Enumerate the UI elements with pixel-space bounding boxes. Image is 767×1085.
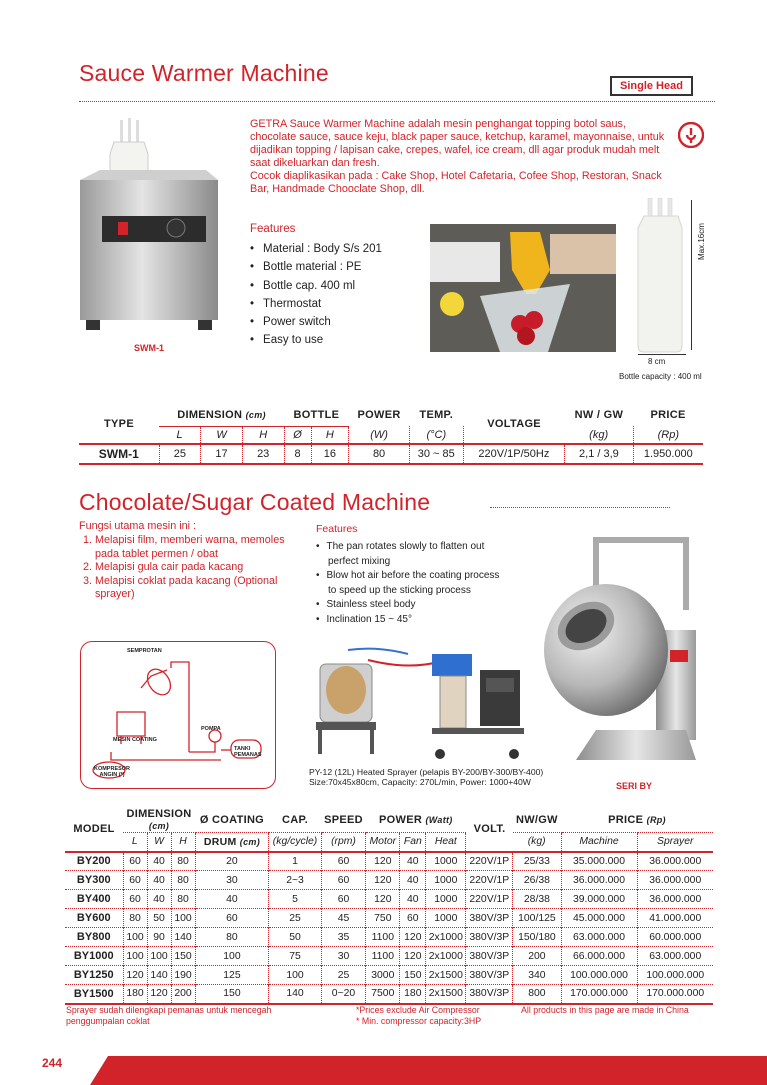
machine-caption-seri-by: SERI BY [616, 781, 653, 791]
page-number: 244 [42, 1056, 63, 1070]
table-cell: 20 [195, 852, 269, 871]
features-heading: Features [250, 223, 296, 235]
table-cell: 140 [147, 966, 171, 985]
table-cell: 140 [269, 985, 321, 1004]
table-cell: 25/33 [513, 852, 561, 871]
height-dimension-line [691, 200, 692, 350]
col-speed: SPEED [321, 808, 366, 833]
table-cell: 100 [269, 966, 321, 985]
feature-item: • Power switch [250, 313, 382, 331]
feature-item: • Blow hot air before the coating process to speed up the sticking process [316, 569, 502, 598]
table-cell: 66.000.000 [561, 947, 637, 966]
note-made-in-china: All products in this page are made in China [521, 1005, 689, 1015]
col-nwgw: NW / GW [574, 409, 624, 421]
table-cell: 100 [123, 928, 147, 947]
table-cell: 220V/1P [466, 890, 513, 909]
width-dimension-line [638, 354, 686, 355]
table-cell: 45.000.000 [561, 909, 637, 928]
table-cell: 40 [147, 852, 171, 871]
sub-nwgw: (kg) [565, 426, 634, 444]
product-description [250, 118, 665, 196]
fungsi-item: 2. Melapisi gula cair pada kacang [95, 561, 294, 575]
table-cell: 380V/3P [466, 909, 513, 928]
product-caption-swm1: SWM-1 [134, 343, 164, 353]
title-divider [79, 101, 715, 102]
col-cap: CAP. [269, 808, 321, 833]
col-temp: TEMP. [419, 409, 454, 421]
table-cell: 180 [400, 985, 426, 1004]
table-cell: 120 [366, 871, 400, 890]
feature-item: • Material : Body S/s 201 [250, 240, 382, 258]
table-cell: 75 [269, 947, 321, 966]
table-cell: 170.000.000 [646, 988, 705, 1000]
table-cell: 0~20 [321, 985, 366, 1004]
table-cell: 60 [321, 871, 366, 890]
table-cell: 30 [195, 871, 269, 890]
table-cell: 150 [195, 985, 269, 1004]
bottle-image [636, 198, 686, 356]
sub-bottle-h: H [311, 426, 349, 444]
feature-item: • Inclination 15 ~ 45° [316, 613, 502, 628]
table-cell: 41.000.000 [649, 912, 702, 924]
table-cell: 120 [366, 890, 400, 909]
table-cell: 800 [513, 985, 561, 1004]
feature-item: • Bottle cap. 400 ml [250, 277, 382, 295]
table-cell: 25 [321, 966, 366, 985]
plug-icon [678, 122, 704, 148]
model-cell: BY1250 [65, 966, 123, 985]
table-cell: 120 [366, 852, 400, 871]
col-drum: DRUM (cm) [195, 833, 269, 852]
feature-item: • The pan rotates slowly to flatten out perfect mixing [316, 540, 502, 569]
table-cell: 36.000.000 [649, 874, 702, 886]
sub-price: (Rp) [657, 428, 680, 441]
bottle-height-label: Max.16cm [697, 223, 706, 260]
table-cell: 120 [123, 966, 147, 985]
features-heading-2: Features [316, 523, 358, 535]
table-cell: 200 [171, 985, 195, 1004]
table-cell: 80 [171, 871, 195, 890]
table-row [65, 966, 713, 985]
model-cell: BY600 [65, 909, 123, 928]
table-cell: 40 [147, 871, 171, 890]
table-cell: 36.000.000 [561, 871, 637, 890]
table-row [65, 852, 713, 871]
fungsi-item: 1. Melapisi film, memberi warna, memoles pada tablet permen / obat [95, 534, 294, 561]
table-cell: 1000 [426, 890, 466, 909]
table-cell: 170.000.000 [561, 985, 637, 1004]
model-cell: BY1500 [65, 985, 123, 1004]
table-cell: 80 [171, 890, 195, 909]
sprayer-caption: PY-12 (12L) Heated Sprayer (pelapis BY-200/BY-300/BY-400) Size:70x45x80cm, Capacity: 270L/min, Power: 1000+40W [309, 767, 544, 787]
table-cell: 2x1500 [426, 985, 466, 1004]
sub-l: L [159, 426, 201, 444]
table-cell: 3000 [366, 966, 400, 985]
table-cell: 100 [171, 909, 195, 928]
table-cell: 36.000.000 [649, 893, 702, 905]
features-list [250, 240, 382, 350]
table-cell: 40 [147, 890, 171, 909]
usage-photo [430, 224, 616, 352]
table-cell: 100 [195, 947, 269, 966]
section-title-chocolate-coated: Chocolate/Sugar Coated Machine [79, 489, 431, 515]
table-cell: 35 [321, 928, 366, 947]
table-cell: 1000 [426, 871, 466, 890]
table-cell: 60 [195, 909, 269, 928]
table-cell: 380V/3P [466, 985, 513, 1004]
table-cell: 39.000.000 [561, 890, 637, 909]
table-cell: 1 [269, 852, 321, 871]
table-cell: 30 [321, 947, 366, 966]
table-cell: 63.000.000 [561, 928, 637, 947]
table-cell: 80 [171, 852, 195, 871]
table-cell: 380V/3P [466, 928, 513, 947]
sauce-warmer-image [78, 118, 223, 338]
table-cell: 125 [195, 966, 269, 985]
table-row [65, 947, 713, 966]
fungsi-list [79, 534, 294, 602]
table-cell: 2x1500 [426, 966, 466, 985]
note-prices: *Prices exclude Air Compressor * Min. compressor capacity:3HP [356, 1005, 482, 1026]
table-cell: 40 [400, 890, 426, 909]
table-cell: 190 [171, 966, 195, 985]
diagram-label-tank: TANKI PEMANAS [234, 746, 262, 758]
title-divider [490, 507, 670, 508]
coating-diagram [80, 641, 276, 789]
table-cell: 60 [400, 909, 426, 928]
col-type: TYPE [104, 417, 134, 430]
table-cell: 60 [123, 852, 147, 871]
col-price: PRICE [650, 409, 686, 421]
model-cell: BY200 [65, 852, 123, 871]
table-cell: 25 [269, 909, 321, 928]
table-cell: 100/125 [513, 909, 561, 928]
model-cell: BY1000 [65, 947, 123, 966]
table-cell: 40 [400, 871, 426, 890]
table-cell: 140 [171, 928, 195, 947]
fungsi-item: 3. Melapisi coklat pada kacang (Optional sprayer) [95, 575, 294, 602]
table-cell: 1000 [426, 852, 466, 871]
coating-machine-image [536, 530, 704, 780]
model-cell: BY800 [65, 928, 123, 947]
table-cell: 45 [321, 909, 366, 928]
table-cell: 200 [513, 947, 561, 966]
col-price: PRICE (Rp) [561, 808, 713, 833]
description-application: Cocok diaplikasikan pada : Cake Shop, Hotel Cafetaria, Cofee Shop, Restoran, Snack Bar, Handmade Chooclate Shop, dll. [250, 170, 662, 195]
sub-bottle-d: Ø [284, 426, 311, 444]
fungsi-heading: Fungsi utama mesin ini : [79, 520, 197, 532]
table-cell: 35.000.000 [561, 852, 637, 871]
table-cell: 340 [513, 966, 561, 985]
features-list-2 [316, 540, 502, 627]
table-row [65, 890, 713, 909]
table-cell: 1000 [426, 909, 466, 928]
sub-w: W [201, 426, 243, 444]
col-nwgw: NW/GW [513, 808, 561, 833]
table-cell: 50 [269, 928, 321, 947]
table-cell: 150 [400, 966, 426, 985]
table-cell: 80 [123, 909, 147, 928]
feature-item: • Easy to use [250, 331, 382, 349]
table-cell: 1100 [366, 947, 400, 966]
table-cell: 100 [147, 947, 171, 966]
sub-power: (W) [349, 426, 410, 444]
table-cell: 90 [147, 928, 171, 947]
table-cell: 60 [321, 890, 366, 909]
note-sprayer: Sprayer sudah dilengkapi pemanas untuk mencegah penggumpalan coklat [66, 1005, 272, 1026]
table-cell: 60 [123, 871, 147, 890]
table-cell: 220V/1P [466, 852, 513, 871]
model-cell: BY300 [65, 871, 123, 890]
col-dimension: DIMENSION (cm) [159, 404, 284, 426]
col-voltage: VOLTAGE [487, 417, 541, 430]
single-head-badge: Single Head [610, 76, 693, 96]
table-cell: 50 [147, 909, 171, 928]
table-cell: 120 [400, 928, 426, 947]
bottle-capacity-label: Bottle capacity : 400 ml [619, 372, 702, 381]
table-cell: 60.000.000 [649, 931, 702, 943]
table-cell: 2x1000 [426, 928, 466, 947]
table-cell: 150 [171, 947, 195, 966]
table-row [65, 871, 713, 890]
table-cell: 380V/3P [466, 947, 513, 966]
col-dimension: DIMENSION (cm) [123, 808, 195, 833]
table-cell: 1100 [366, 928, 400, 947]
table-cell: 7500 [366, 985, 400, 1004]
description-text: GETRA Sauce Warmer Machine adalah mesin penghangat topping botol saus, chocolate sauce, sauce keju, black paper sauce, ketchup, karamel, mayonnaise, untuk dijadikan topping / lapisan cake, crepes, wafel, ice cream, dll agar produk mudah melt saat dikeluarkan dan fresh. [250, 118, 665, 169]
model-cell: BY400 [65, 890, 123, 909]
col-coating: Ø COATING [195, 808, 269, 833]
table-row [65, 985, 713, 1004]
coating-machine-spec-table: MODEL DIMENSION (cm) Ø COATING CAP. SPEED POWER (Watt) VOLT. NW/GW PRICE (Rp) L W H DRUM (cm) (kg/cycle) (rpm) Motor Fan Heat (kg) Machine Sprayer BY200 60 40 80 20 1 60 120 40 1000 220V/1P 25/33 35.000.000 36.000.000 BY300 60 40 80 30 2~3 60 120 40 1000 220V/1P 26/38 36.000.000 36.000.000 BY400 60 40 80 40 5 60 120 40 1000 220V/1P 28/38 39.000.000 36.000.000 BY600 80 50 100 60 25 45 750 60 1000 380V/3P 100/125 45.000.000 41.000.000 BY800 100 90 140 80 50 35 1100 120 2x1000 380V/3P 150/180 63.000.000 60.000.000 BY1000 100 100 150 100 75 30 1100 120 2x1000 380V/3P 200 66.000.000 63.000.000 BY1250 120 140 190 125 100 25 3000 150 2x1500 380V/3P 340 100.000.000 100.000.000 BY1500 180 120 200 150 140 0~20 7500 180 2x1500 380V/3P 800 170.000.000 170.000.000 [65, 808, 713, 1005]
table-cell: 100.000.000 [561, 966, 637, 985]
diagram-label-pump: POMPA [201, 726, 221, 732]
table-cell: 60 [123, 890, 147, 909]
table-cell: 63.000.000 [649, 950, 702, 962]
section-title-sauce-warmer: Sauce Warmer Machine [79, 60, 329, 86]
sprayer-photo [308, 640, 530, 764]
sub-h: H [242, 426, 284, 444]
table-cell: 100.000.000 [646, 969, 705, 981]
col-volt: VOLT. [473, 823, 506, 836]
table-cell: 36.000.000 [649, 855, 702, 867]
feature-item: • Bottle material : PE [250, 258, 382, 276]
table-cell: 180 [123, 985, 147, 1004]
sauce-warmer-spec-table [79, 404, 703, 465]
table-cell: 750 [366, 909, 400, 928]
col-power: POWER [357, 409, 401, 421]
table-row: SWM-1 25 17 23 8 16 80 30 ~ 85 220V/1P/50Hz 2,1 / 3,9 1.950.000 [79, 444, 703, 464]
footer-bar [90, 1056, 767, 1085]
col-power: POWER (Watt) [366, 808, 466, 833]
col-model: MODEL [73, 823, 115, 836]
sub-temp: (°C) [409, 426, 463, 444]
table-cell: 150/180 [513, 928, 561, 947]
table-cell: 26/38 [513, 871, 561, 890]
table-cell: 120 [147, 985, 171, 1004]
diagram-label-compressor: KOMPRESOR ANGIN (*) [93, 766, 131, 778]
diagram-label-sprayer: SEMPROTAN [127, 648, 162, 654]
table-cell: 100 [123, 947, 147, 966]
table-cell: 220V/1P [466, 871, 513, 890]
table-row [65, 909, 713, 928]
table-cell: 40 [400, 852, 426, 871]
feature-item: • Stainless steel body [316, 598, 502, 613]
feature-item: • Thermostat [250, 295, 382, 313]
table-cell: 80 [195, 928, 269, 947]
bottle-width-label: 8 cm [648, 357, 666, 366]
col-bottle: BOTTLE [284, 404, 349, 426]
table-cell: 28/38 [513, 890, 561, 909]
table-cell: 5 [269, 890, 321, 909]
table-cell: 380V/3P [466, 966, 513, 985]
diagram-label-coating: MESIN COATING [113, 737, 157, 743]
table-row [65, 928, 713, 947]
table-cell: 2x1000 [426, 947, 466, 966]
table-cell: 120 [400, 947, 426, 966]
table-cell: 2~3 [269, 871, 321, 890]
table-cell: 60 [321, 852, 366, 871]
table-cell: 40 [195, 890, 269, 909]
